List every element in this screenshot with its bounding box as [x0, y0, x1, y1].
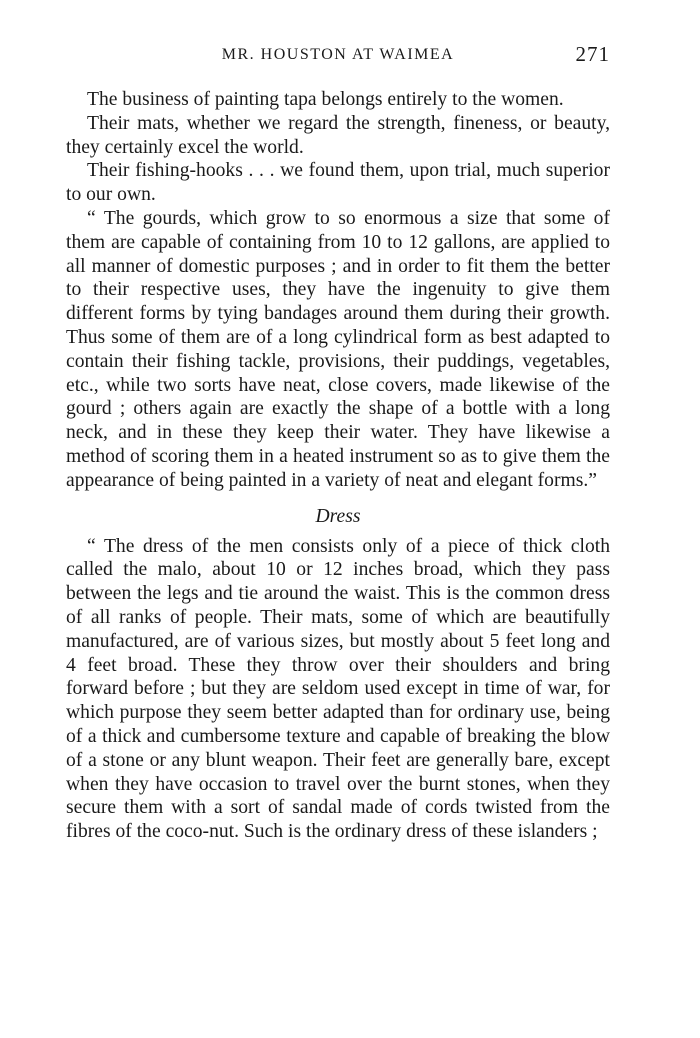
paragraph-dress: “ The dress of the men consists only of a piece of thick cloth called the malo, about 10 or 12 inches broad, which they pass between the legs and tie around the waist. This is the common dress of all ranks of people. Their mats, some of which are beautifully manufactured, are of various sizes, but mostly about 5 feet long and 4 feet broad. These they throw over their shoulders and bring forward before ; but they are seldom used except in time of war, for which purpose they seem better adapted than for ordinary use, being of a thick and cumbersome texture and capable of breaking the blow of a stone or any blunt weapon. Their feet are generally bare, except when they have occasion to travel over the burnt stones, when they secure them with a sort of sandal made of cords twisted from the fibres of the coco-nut. Such is the ordinary dress of these islanders ;	[66, 535, 610, 843]
page-header	[66, 40, 610, 74]
paragraph-tapa: The business of painting tapa belongs entirely to the women.	[87, 89, 564, 110]
paragraph-mats: Their mats, whether we regard the strength, fineness, or beauty, they certainly excel the world.	[66, 112, 610, 158]
page-body	[66, 88, 610, 844]
running-head: MR. HOUSTON AT WAIMEA	[221, 46, 455, 63]
page-number: 271	[575, 42, 610, 66]
section-heading-dress: Dress	[315, 505, 361, 527]
paragraph-gourds: “ The gourds, which grow to so enormous a size that some of them are capable of containing from 10 to 12 gallons, are applied to all manner of domestic purposes ; and in order to fit them the better to their respective uses, they have the ingenuity to give them different forms by tying bandages around them during their growth. Thus some of them are of a long cylindrical form as best adapted to contain their fishing tackle, provisions, their puddings, vegetables, etc., while two sorts have neat, close covers, made likewise of the gourd ; others again are exactly the shape of a bottle with a long neck, and in these they keep their water. They have likewise a method of scoring them in a heated instrument so as to give them the appearance of being painted in a variety of neat and elegant forms.”	[66, 207, 610, 491]
book-page	[66, 40, 610, 844]
paragraph-fishing-hooks: Their fishing-hooks . . . we found them, upon trial, much superior to our own.	[66, 160, 610, 206]
